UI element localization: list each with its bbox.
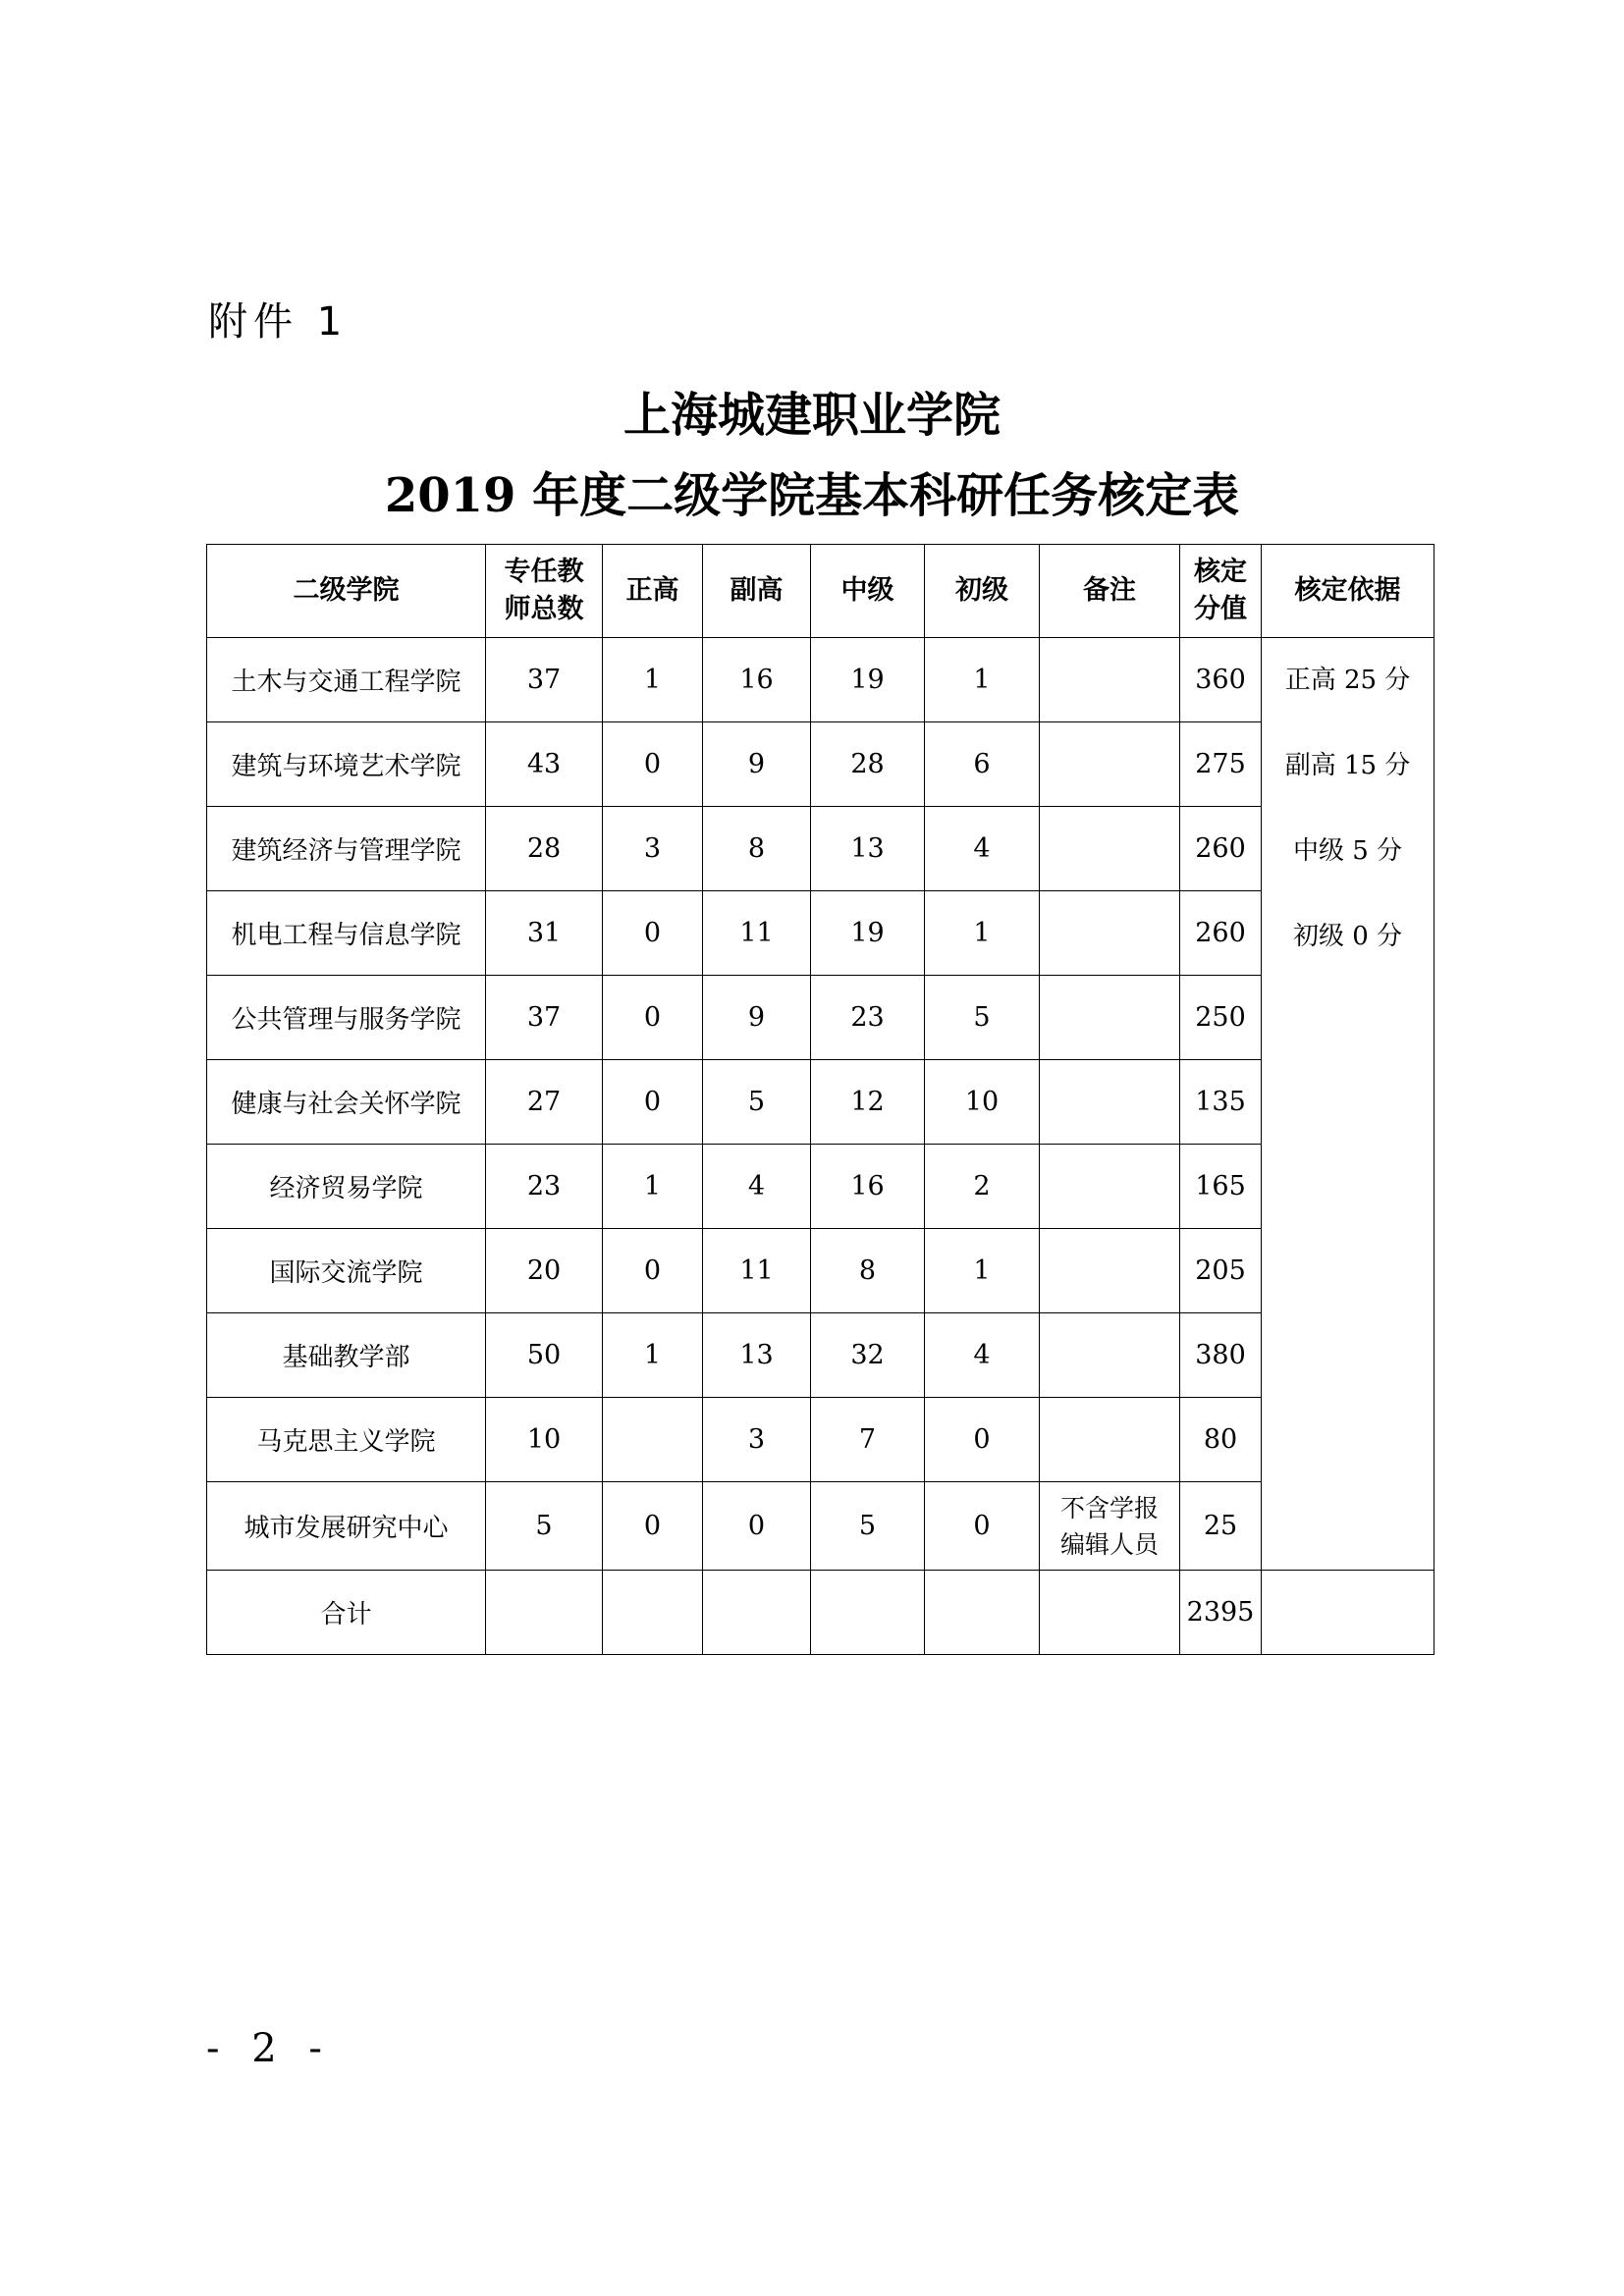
header-associate: 副高 xyxy=(703,545,811,638)
cell-junior: 1 xyxy=(925,1229,1040,1313)
table-row xyxy=(207,722,1435,807)
cell-basis xyxy=(1262,638,1435,1571)
cell-associate: 11 xyxy=(703,1229,811,1313)
cell-junior: 0 xyxy=(925,1482,1040,1571)
cell-associate: 9 xyxy=(703,976,811,1060)
cell-intermediate: 8 xyxy=(811,1229,925,1313)
cell-empty xyxy=(1040,1571,1180,1655)
table-row xyxy=(207,976,1435,1060)
cell-college: 土木与交通工程学院 xyxy=(207,638,486,722)
cell-score: 275 xyxy=(1180,722,1262,807)
cell-junior: 10 xyxy=(925,1060,1040,1145)
cell-remarks xyxy=(1040,1145,1180,1229)
cell-junior: 4 xyxy=(925,807,1040,891)
document-title-table: 2019 年度二级学院基本科研任务核定表 xyxy=(384,468,1240,523)
cell-empty xyxy=(811,1571,925,1655)
cell-score: 165 xyxy=(1180,1145,1262,1229)
cell-senior: 0 xyxy=(603,976,703,1060)
cell-score: 250 xyxy=(1180,976,1262,1060)
cell-score: 380 xyxy=(1180,1313,1262,1398)
header-total-teachers-line2: 师总数 xyxy=(504,594,584,624)
header-senior: 正高 xyxy=(603,545,703,638)
cell-college: 基础教学部 xyxy=(207,1313,486,1398)
cell-senior: 0 xyxy=(603,1482,703,1571)
header-basis: 核定依据 xyxy=(1262,545,1435,638)
cell-college: 公共管理与服务学院 xyxy=(207,976,486,1060)
cell-senior: 3 xyxy=(603,807,703,891)
table-row xyxy=(207,638,1435,722)
cell-score: 135 xyxy=(1180,1060,1262,1145)
cell-total: 5 xyxy=(486,1482,603,1571)
cell-remarks xyxy=(1040,807,1180,891)
remarks-line1: 不含学报 xyxy=(1059,1493,1159,1522)
cell-junior: 1 xyxy=(925,638,1040,722)
cell-associate: 11 xyxy=(703,891,811,976)
table-row xyxy=(207,1482,1435,1571)
cell-college: 国际交流学院 xyxy=(207,1229,486,1313)
cell-remarks xyxy=(1040,722,1180,807)
table-header-row xyxy=(207,545,1435,638)
cell-junior: 4 xyxy=(925,1313,1040,1398)
header-junior: 初级 xyxy=(925,545,1040,638)
header-remarks: 备注 xyxy=(1040,545,1180,638)
basis-associate: 副高 15 分 xyxy=(1284,751,1411,780)
cell-intermediate: 28 xyxy=(811,722,925,807)
cell-remarks xyxy=(1040,1060,1180,1145)
cell-associate: 9 xyxy=(703,722,811,807)
cell-empty xyxy=(603,1571,703,1655)
table-row xyxy=(207,1145,1435,1229)
table-row xyxy=(207,1313,1435,1398)
cell-total: 37 xyxy=(486,638,603,722)
cell-associate: 16 xyxy=(703,638,811,722)
cell-intermediate: 16 xyxy=(811,1145,925,1229)
cell-senior: 0 xyxy=(603,891,703,976)
cell-score: 205 xyxy=(1180,1229,1262,1313)
cell-total: 10 xyxy=(486,1398,603,1482)
cell-total-score: 2395 xyxy=(1180,1571,1262,1655)
table-row xyxy=(207,807,1435,891)
cell-empty xyxy=(486,1571,603,1655)
cell-senior: 1 xyxy=(603,1313,703,1398)
cell-score: 260 xyxy=(1180,807,1262,891)
basis-intermediate: 中级 5 分 xyxy=(1292,836,1403,866)
cell-remarks xyxy=(1040,638,1180,722)
cell-college: 建筑与环境艺术学院 xyxy=(207,722,486,807)
cell-senior xyxy=(603,1398,703,1482)
table-total-row xyxy=(207,1571,1435,1655)
page-number: - 2 - xyxy=(206,2026,332,2071)
header-total-teachers xyxy=(486,545,603,638)
cell-total: 27 xyxy=(486,1060,603,1145)
attachment-label: 附件 1 xyxy=(208,299,349,345)
cell-college: 建筑经济与管理学院 xyxy=(207,807,486,891)
cell-intermediate: 19 xyxy=(811,891,925,976)
cell-remarks xyxy=(1040,891,1180,976)
document-title-institution: 上海城建职业学院 xyxy=(623,388,1001,443)
cell-associate: 4 xyxy=(703,1145,811,1229)
cell-junior: 5 xyxy=(925,976,1040,1060)
cell-senior: 1 xyxy=(603,638,703,722)
cell-senior: 1 xyxy=(603,1145,703,1229)
table-row xyxy=(207,891,1435,976)
cell-intermediate: 32 xyxy=(811,1313,925,1398)
cell-college: 健康与社会关怀学院 xyxy=(207,1060,486,1145)
cell-associate: 13 xyxy=(703,1313,811,1398)
cell-junior: 6 xyxy=(925,722,1040,807)
header-score xyxy=(1180,545,1262,638)
cell-associate: 5 xyxy=(703,1060,811,1145)
cell-total: 28 xyxy=(486,807,603,891)
cell-remarks xyxy=(1040,976,1180,1060)
cell-score: 25 xyxy=(1180,1482,1262,1571)
header-total-teachers-line1: 专任教 xyxy=(504,557,584,587)
cell-empty xyxy=(703,1571,811,1655)
table-row xyxy=(207,1398,1435,1482)
research-task-table xyxy=(206,544,1435,1655)
cell-senior: 0 xyxy=(603,1229,703,1313)
cell-total-label: 合计 xyxy=(207,1571,486,1655)
table-row xyxy=(207,1229,1435,1313)
cell-remarks xyxy=(1040,1482,1180,1571)
cell-total: 37 xyxy=(486,976,603,1060)
header-intermediate: 中级 xyxy=(811,545,925,638)
cell-remarks xyxy=(1040,1229,1180,1313)
cell-junior: 1 xyxy=(925,891,1040,976)
header-score-line2: 分值 xyxy=(1194,594,1247,624)
cell-score: 80 xyxy=(1180,1398,1262,1482)
cell-total: 43 xyxy=(486,722,603,807)
cell-college: 机电工程与信息学院 xyxy=(207,891,486,976)
cell-total: 31 xyxy=(486,891,603,976)
cell-intermediate: 19 xyxy=(811,638,925,722)
basis-junior: 初级 0 分 xyxy=(1292,922,1403,951)
cell-associate: 0 xyxy=(703,1482,811,1571)
cell-college: 城市发展研究中心 xyxy=(207,1482,486,1571)
cell-empty xyxy=(925,1571,1040,1655)
cell-intermediate: 5 xyxy=(811,1482,925,1571)
cell-senior: 0 xyxy=(603,722,703,807)
header-college: 二级学院 xyxy=(207,545,486,638)
cell-score: 360 xyxy=(1180,638,1262,722)
cell-associate: 8 xyxy=(703,807,811,891)
cell-college: 马克思主义学院 xyxy=(207,1398,486,1482)
cell-intermediate: 13 xyxy=(811,807,925,891)
table-row xyxy=(207,1060,1435,1145)
cell-remarks xyxy=(1040,1398,1180,1482)
cell-total: 20 xyxy=(486,1229,603,1313)
cell-intermediate: 23 xyxy=(811,976,925,1060)
cell-college: 经济贸易学院 xyxy=(207,1145,486,1229)
cell-total: 23 xyxy=(486,1145,603,1229)
cell-junior: 2 xyxy=(925,1145,1040,1229)
header-score-line1: 核定 xyxy=(1194,557,1247,587)
cell-associate: 3 xyxy=(703,1398,811,1482)
cell-junior: 0 xyxy=(925,1398,1040,1482)
cell-empty xyxy=(1262,1571,1435,1655)
cell-score: 260 xyxy=(1180,891,1262,976)
cell-total: 50 xyxy=(486,1313,603,1398)
cell-intermediate: 7 xyxy=(811,1398,925,1482)
cell-remarks xyxy=(1040,1313,1180,1398)
cell-intermediate: 12 xyxy=(811,1060,925,1145)
remarks-line2: 编辑人员 xyxy=(1059,1529,1159,1559)
basis-senior: 正高 25 分 xyxy=(1284,666,1411,695)
cell-senior: 0 xyxy=(603,1060,703,1145)
